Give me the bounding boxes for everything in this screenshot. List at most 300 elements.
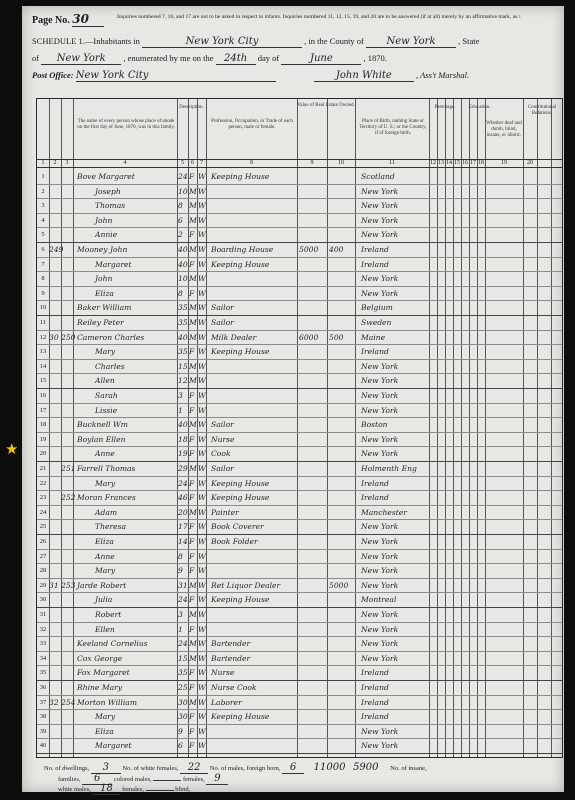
birthplace: Manchester [361,507,407,517]
row-number: 25 [39,523,47,531]
person-occupation: Ret Liquor Dealer [211,580,281,590]
person-name: Annie [95,230,118,240]
birthplace: Ireland [361,347,389,357]
person-color: W [198,347,206,357]
person-sex: F [189,551,195,561]
person-sex: M [189,610,197,619]
birthplace: New York [361,201,399,211]
person-age: 46 [178,493,188,503]
birthplace: Ireland [361,683,389,692]
person-age: 35 [178,347,188,357]
person-age: 10 [178,186,188,196]
person-age: 35 [178,303,188,313]
birthplace: Sweden [361,318,392,327]
column-number: 17 [470,160,476,166]
person-name: Bove Margaret [77,172,135,181]
person-occupation: Nurse Cook [211,683,257,692]
enumeration-year: , 1870. [363,53,387,63]
person-sex: F [189,434,195,444]
person-color: W [198,376,206,386]
birthplace: New York [361,522,399,532]
person-color: W [198,230,206,240]
person-occupation: Boarding House [211,245,274,254]
foreign-males-count: 6 [282,762,304,774]
person-age: 24 [178,172,188,181]
row-number: 10 [39,304,47,312]
person-sex: F [189,259,195,269]
person-sex: M [189,361,197,371]
white-males-label: white males, [58,786,91,793]
person-age: 14 [178,537,188,546]
birthplace: New York [361,391,399,400]
colored-males-label: colored males, [113,776,152,783]
header-infirm: Whether deaf and dumb, blind, insane, or idiotic. [486,121,522,138]
birthplace: New York [361,405,399,415]
family-number: 252 [61,493,76,503]
row-number: 12 [39,333,47,341]
header-name: The name of every person whose place of abode on the first day of June, 1870, was in this family. [77,119,175,130]
white-females-count: 22 [180,762,208,774]
header-constitutional: Constitutional Relations. [527,105,557,116]
state-name: New York [41,53,121,65]
person-sex: F [189,478,195,488]
person-age: 20 [178,507,188,517]
person-sex: F [189,522,195,532]
birthplace: New York [361,434,399,444]
row-number: 32 [39,625,47,633]
row-number: 1 [41,173,45,180]
column-number: 18 [478,160,484,166]
person-color: W [198,361,206,371]
post-office-name: New York City [76,70,276,82]
person-age: 19 [178,449,188,459]
header-education: Education. [469,105,491,110]
person-age: 8 [178,551,183,561]
person-occupation: Keeping House [211,478,270,488]
census-table [36,98,563,758]
person-name: Mooney John [77,245,128,254]
person-age: 8 [178,288,183,298]
person-occupation: Keeping House [211,172,270,181]
person-age: 15 [178,653,188,663]
birthplace: Ireland [361,245,389,254]
person-color: W [198,741,206,751]
person-name: Charles [95,361,125,371]
post-office-label: Post Office: [32,70,74,80]
person-age: 35 [178,668,188,678]
of-label: of [32,53,40,63]
header-description: Description. [179,105,204,110]
row-number: 17 [39,406,47,414]
row-number: 23 [39,494,47,502]
person-name: Fox Margaret [77,668,130,678]
footer-line-3 [58,783,190,795]
birthplace: New York [361,186,399,196]
person-sex: F [189,172,195,181]
person-sex: F [189,449,195,459]
person-name: Cox George [77,653,123,663]
row-number: 6 [41,246,45,253]
personal-estate-value: 400 [329,245,344,254]
row-number: 29 [39,581,47,589]
person-color: W [198,493,206,503]
person-age: 9 [178,566,183,576]
person-name: Mary [95,478,116,488]
column-number: 2 [53,160,57,166]
person-occupation: Book Folder [211,537,258,546]
person-color: W [198,639,206,649]
person-occupation: Laborer [211,697,242,707]
county-name: New York [366,36,456,48]
person-color: W [198,172,206,181]
person-age: 1 [178,624,183,634]
person-color: W [198,391,206,400]
person-occupation: Sailor [211,420,234,430]
row-number: 22 [39,479,47,487]
column-number: 19 [501,160,507,166]
dwelling-number: 30 [49,332,59,342]
person-occupation: Cook [211,449,231,459]
person-name: Mary [95,712,116,722]
person-color: W [198,697,206,707]
families-label: families, [58,776,81,783]
person-color: W [198,201,206,211]
person-sex: M [189,201,197,211]
person-sex: M [189,697,197,707]
person-age: 40 [178,259,188,269]
person-color: W [198,522,206,532]
column-number: 3 [65,160,69,166]
foreign-females-label: females, [182,776,205,783]
person-color: W [198,653,206,663]
row-number: 26 [39,538,47,545]
person-sex: F [189,391,195,400]
person-age: 24 [178,639,188,649]
header-value: Value of Real Estate Owned. [297,103,355,108]
person-age: 24 [178,595,188,605]
column-number: 9 [310,160,314,166]
dwelling-number: 249 [49,245,64,254]
column-number: 4 [123,160,127,166]
colored-males-count [153,780,181,781]
real-estate-value: 6000 [299,332,319,342]
dwelling-number: 32 [49,697,59,707]
person-name: Sarah [95,391,118,400]
enumerated-label: , enumerated by me on the [123,53,214,63]
person-sex: M [189,376,197,386]
birthplace: Belgium [361,303,393,313]
person-name: Anne [95,449,115,459]
birthplace: New York [361,215,399,225]
person-age: 30 [178,712,188,722]
person-name: Cameron Charles [77,332,145,342]
birthplace: New York [361,566,399,576]
person-sex: M [189,639,197,649]
person-sex: F [189,624,195,634]
person-age: 18 [178,434,188,444]
person-sex: F [189,683,195,692]
person-age: 12 [178,376,188,386]
person-age: 35 [178,318,188,327]
personal-estate-value: 500 [329,332,344,342]
person-sex: M [189,245,197,254]
page-label: Page No. [32,15,70,26]
person-name: Eliza [95,726,114,736]
colored-females-count [146,790,174,791]
enumeration-line [32,53,387,65]
colored-females-label: females, [122,786,144,793]
person-occupation: Sailor [211,464,234,473]
birthplace: New York [361,639,399,649]
person-name: Ellen [95,624,115,634]
person-sex: M [189,303,197,313]
dwelling-number: 31 [49,580,59,590]
column-number: 8 [250,160,253,166]
person-age: 10 [178,274,188,284]
page-number: 30 [72,12,104,27]
person-name: Rhine Mary [77,683,123,692]
row-number: 33 [39,640,47,648]
person-name: Bucknell Wm [77,420,128,430]
row-number: 20 [39,450,47,458]
birthplace: New York [361,230,399,240]
person-sex: F [189,537,195,546]
person-sex: M [189,215,197,225]
birthplace: Ireland [361,259,389,269]
person-color: W [198,434,206,444]
person-occupation: Keeping House [211,493,270,503]
family-number: 251 [61,464,76,473]
marshal-label: , Ass't Marshal. [416,70,470,80]
marshal-signature: John White [314,70,414,82]
person-age: 25 [178,683,188,692]
person-age: 15 [178,361,188,371]
row-number: 13 [39,348,47,356]
header-birthplace: Place of Birth, naming State or Territory of U. S.; or the Country, if of foreign birth. [359,119,427,136]
post-office-line [32,70,469,82]
row-number: 28 [39,567,47,575]
person-name: Lissie [95,405,118,415]
person-occupation: Bartender [211,639,251,649]
schedule-line [32,36,479,48]
row-number: 21 [39,465,47,472]
person-color: W [198,668,206,678]
birthplace: Ireland [361,712,389,722]
person-color: W [198,726,206,736]
star-marker-icon: ★ [5,442,19,458]
row-number: 35 [39,669,47,677]
birthplace: New York [361,376,399,386]
birthplace: Ireland [361,668,389,678]
row-number: 3 [41,202,45,210]
person-name: Morton William [77,697,138,707]
person-sex: M [189,653,197,663]
person-occupation: Painter [211,507,239,517]
person-occupation: Keeping House [211,347,270,357]
birthplace: New York [361,274,399,284]
family-number: 253 [61,580,76,590]
person-occupation: Sailor [211,303,234,313]
row-number: 15 [39,377,47,385]
person-name: Eliza [95,537,114,546]
person-occupation: Sailor [211,318,234,327]
row-number: 38 [39,713,47,721]
person-color: W [198,566,206,576]
birthplace: New York [361,610,399,619]
person-color: W [198,245,206,254]
person-color: W [198,478,206,488]
blind-label: blind, [175,786,191,793]
column-number: 15 [454,160,460,166]
person-color: W [198,259,206,269]
birthplace: Ireland [361,493,389,503]
person-color: W [198,449,206,459]
column-number: 7 [200,160,203,166]
person-sex: F [189,405,195,415]
white-males-count: 18 [92,783,120,795]
person-color: W [198,288,206,298]
birthplace: Ireland [361,478,389,488]
column-number: 14 [446,160,452,166]
schedule-label: SCHEDULE 1.—Inhabitants in [32,36,140,46]
person-age: 1 [178,405,183,415]
person-name: Margaret [95,259,132,269]
person-name: Jarde Robert [77,580,127,590]
person-age: 3 [178,391,183,400]
person-name: Anne [95,551,115,561]
person-color: W [198,405,206,415]
person-age: 40 [178,245,188,254]
person-color: W [198,303,206,313]
row-number: 2 [41,187,45,195]
person-color: W [198,215,206,225]
person-color: W [198,580,206,590]
row-number: 14 [39,362,47,370]
row-number: 31 [39,611,47,618]
enumeration-day: 24th [216,53,256,65]
person-name: Boylan Ellen [77,434,126,444]
person-color: W [198,420,206,430]
person-occupation: Milk Dealer [211,332,257,342]
person-age: 40 [178,332,188,342]
person-name: Julia [95,595,113,605]
person-color: W [198,595,206,605]
insane-label: No. of insane, [390,765,427,772]
person-sex: F [189,347,195,357]
person-name: Eliza [95,288,114,298]
person-sex: M [189,186,197,196]
person-name: Mary [95,566,116,576]
birthplace: New York [361,551,399,561]
person-name: Farrell Thomas [77,464,136,473]
person-color: W [198,712,206,722]
person-sex: M [189,332,197,342]
person-name: Baker William [77,303,132,313]
person-sex: M [189,580,197,590]
person-name: Keeland Cornelius [77,639,148,649]
row-number: 36 [39,684,47,691]
person-sex: F [189,566,195,576]
families-count: 6 [82,773,112,785]
row-number: 5 [41,231,45,239]
person-age: 2 [178,230,183,240]
birthplace: Boston [361,420,388,430]
birthplace: Scotland [361,172,395,181]
person-name: John [95,274,113,284]
county-label: , in the County of [304,36,364,46]
person-color: W [198,274,206,284]
birthplace: Holmenth Eng [361,464,417,473]
person-color: W [198,507,206,517]
column-number: 11 [389,160,395,166]
row-number: 24 [39,508,47,516]
person-color: W [198,186,206,196]
person-sex: F [189,712,195,722]
header-note: Inquiries numbered 7, 16, and 17 are not to be asked in respect to infants. Inquiries numbered 11, 12, 15, 19, and 20 are to be answered (if at all) merely by an affirmative mark, as /. [117,14,522,20]
row-number: 37 [39,698,47,706]
place-name: New York City [142,36,302,48]
column-number: 13 [438,160,444,166]
birthplace: New York [361,580,399,590]
person-name: Adam [95,507,118,517]
real-estate-total: 11000 [313,762,346,773]
row-number: 9 [41,289,45,297]
birthplace: New York [361,288,399,298]
person-color: W [198,318,206,327]
person-sex: F [189,726,195,736]
person-occupation: Keeping House [211,595,270,605]
person-occupation: Book Coverer [211,522,264,532]
row-number: 16 [39,392,47,399]
person-sex: F [189,288,195,298]
person-sex: F [189,230,195,240]
person-occupation: Keeping House [211,712,270,722]
column-number: 6 [191,160,194,166]
person-color: W [198,683,206,692]
birthplace: Maine [361,332,386,342]
person-age: 3 [178,610,183,619]
person-age: 31 [178,580,188,590]
person-sex: M [189,420,197,430]
person-name: John [95,215,113,225]
census-page [22,6,564,792]
row-number: 18 [39,421,47,429]
birthplace: Montreal [361,595,397,605]
row-number: 4 [41,216,45,224]
person-age: 40 [178,420,188,430]
row-number: 27 [39,552,47,560]
header-parentage: Parentage. [434,105,456,110]
person-name: Moran Frances [77,493,136,503]
person-sex: F [189,595,195,605]
person-color: W [198,332,206,342]
person-name: Allen [95,376,115,386]
column-number: 1 [41,160,45,166]
enumeration-month: June [281,53,361,65]
person-age: 8 [178,201,183,211]
person-age: 17 [178,522,188,532]
day-of-label: day of [257,53,280,63]
person-age: 30 [178,697,188,707]
person-name: Robert [95,610,122,619]
row-number: 19 [39,435,47,443]
person-name: Theresa [95,522,126,532]
person-occupation: Nurse [211,668,235,678]
column-number: 16 [462,160,468,166]
person-occupation: Keeping House [211,259,270,269]
column-number: 12 [430,160,436,166]
person-sex: M [189,274,197,284]
